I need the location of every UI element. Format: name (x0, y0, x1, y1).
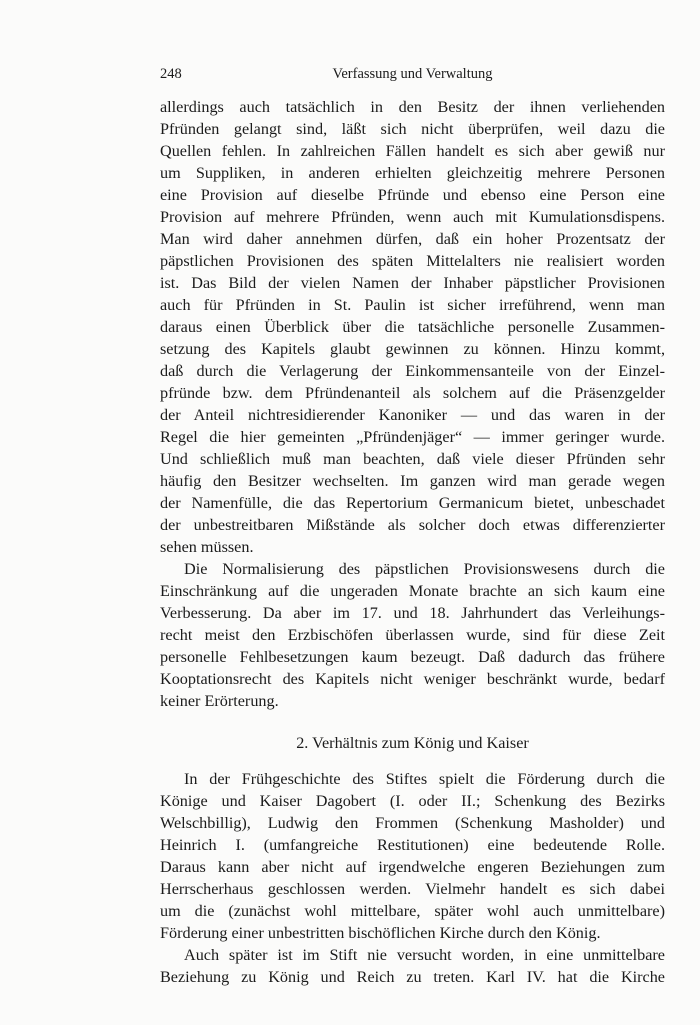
text-line: um die (zunächst wohl mittelbare, später wohl auch unmittelbare) (160, 902, 665, 920)
paragraph-4 (160, 944, 665, 988)
paragraph-1 (160, 96, 665, 558)
paragraph-2 (160, 558, 665, 712)
text-line: Regel die hier gemeinten „Pfründenjäger“ — immer geringer wurde. (160, 428, 665, 446)
text-line: In der Frühgeschichte des Stiftes spielt die Förderung durch die (184, 770, 665, 788)
text-line: Verbesserung. Da aber im 17. und 18. Jahrhundert das Verleihungs- (160, 604, 665, 622)
text-line: Beziehung zu König und Reich zu treten. Karl IV. hat die Kirche (160, 968, 665, 986)
text-line: Die Normalisierung des päpstlichen Provisionswesens durch die (184, 560, 665, 578)
text-line: keiner Erörterung. (160, 692, 279, 710)
text-line: Heinrich I. (umfangreiche Restitutionen) eine bedeutende Rolle. (160, 836, 665, 854)
text-line: Pfründen gelangt sind, läßt sich nicht überprüfen, weil dazu die (160, 120, 665, 138)
text-line: der Namenfülle, die das Repertorium Germanicum bietet, unbeschadet (160, 494, 665, 512)
text-line: Förderung einer unbestritten bischöflichen Kirche durch den König. (160, 924, 601, 942)
running-head (160, 66, 665, 86)
text-line: Könige und Kaiser Dagobert (I. oder II.; Schenkung des Bezirks (160, 792, 665, 810)
text-line: Herrscherhaus geschlossen werden. Vielmehr handelt es sich dabei (160, 880, 665, 898)
text-line: der Anteil nichtresidierender Kanoniker — und das waren in der (160, 406, 665, 424)
text-line: um Suppliken, in anderen erhielten gleichzeitig mehrere Personen (160, 164, 665, 182)
text-line: recht meist den Erzbischöfen überlassen wurde, sind für diese Zeit (160, 626, 665, 644)
text-line: pfründe bzw. dem Pfründenanteil als solchem auf die Präsenzgelder (160, 384, 665, 402)
text-line: Provision auf mehrere Pfründen, wenn auch mit Kumulationsdispens. (160, 208, 665, 226)
text-line: häufig den Besitzer wechselten. Im ganzen wird man gerade wegen (160, 472, 665, 490)
text-line: Auch später ist im Stift nie versucht worden, in eine unmittelbare (184, 946, 665, 964)
text-line: sehen müssen. (160, 538, 254, 556)
text-line: auch für Pfründen in St. Paulin ist sicher irreführend, wenn man (160, 296, 665, 314)
text-line: Einschränkung auf die ungeraden Monate brachte an sich kaum eine (160, 582, 665, 600)
text-line: allerdings auch tatsächlich in den Besitz der ihnen verliehenden (160, 98, 665, 116)
text-line: Daraus kann aber nicht auf irgendwelche engeren Beziehungen zum (160, 858, 665, 876)
text-line: daß durch die Verlagerung der Einkommensanteile von der Einzel- (160, 362, 665, 380)
running-title: Verfassung und Verwaltung (332, 66, 493, 82)
page-number: 248 (160, 66, 182, 82)
text-line: Kooptationsrecht des Kapitels nicht weniger beschränkt wurde, bedarf (160, 670, 665, 688)
text-line: Man wird daher annehmen dürfen, daß ein hoher Prozentsatz der (160, 230, 665, 248)
paragraph-3 (160, 768, 665, 944)
text-line: päpstlichen Provisionen des späten Mittelalters nie realisiert worden (160, 252, 665, 270)
text-line: Welschbillig), Ludwig den Frommen (Schenkung Masholder) und (160, 814, 665, 832)
text-line: Und schließlich muß man beachten, daß viele dieser Pfründen sehr (160, 450, 665, 468)
section-heading: 2. Verhältnis zum König und Kaiser (296, 734, 529, 752)
text-line: personelle Fehlbesetzungen kaum bezeugt. Daß dadurch das frühere (160, 648, 665, 666)
text-line: Quellen fehlen. In zahlreichen Fällen handelt es sich aber gewiß nur (160, 142, 665, 160)
text-line: daraus einen Überblick über die tatsächliche personelle Zusammen- (160, 318, 665, 336)
body-text (160, 96, 665, 988)
text-line: der unbestreitbaren Mißstände als solcher doch etwas differenzierter (160, 516, 665, 534)
text-line: eine Provision auf dieselbe Pfründe und ebenso eine Person eine (160, 186, 665, 204)
text-line: ist. Das Bild der vielen Namen der Inhaber päpstlicher Provisionen (160, 274, 665, 292)
text-line: setzung des Kapitels glaubt gewinnen zu können. Hinzu kommt, (160, 340, 665, 358)
